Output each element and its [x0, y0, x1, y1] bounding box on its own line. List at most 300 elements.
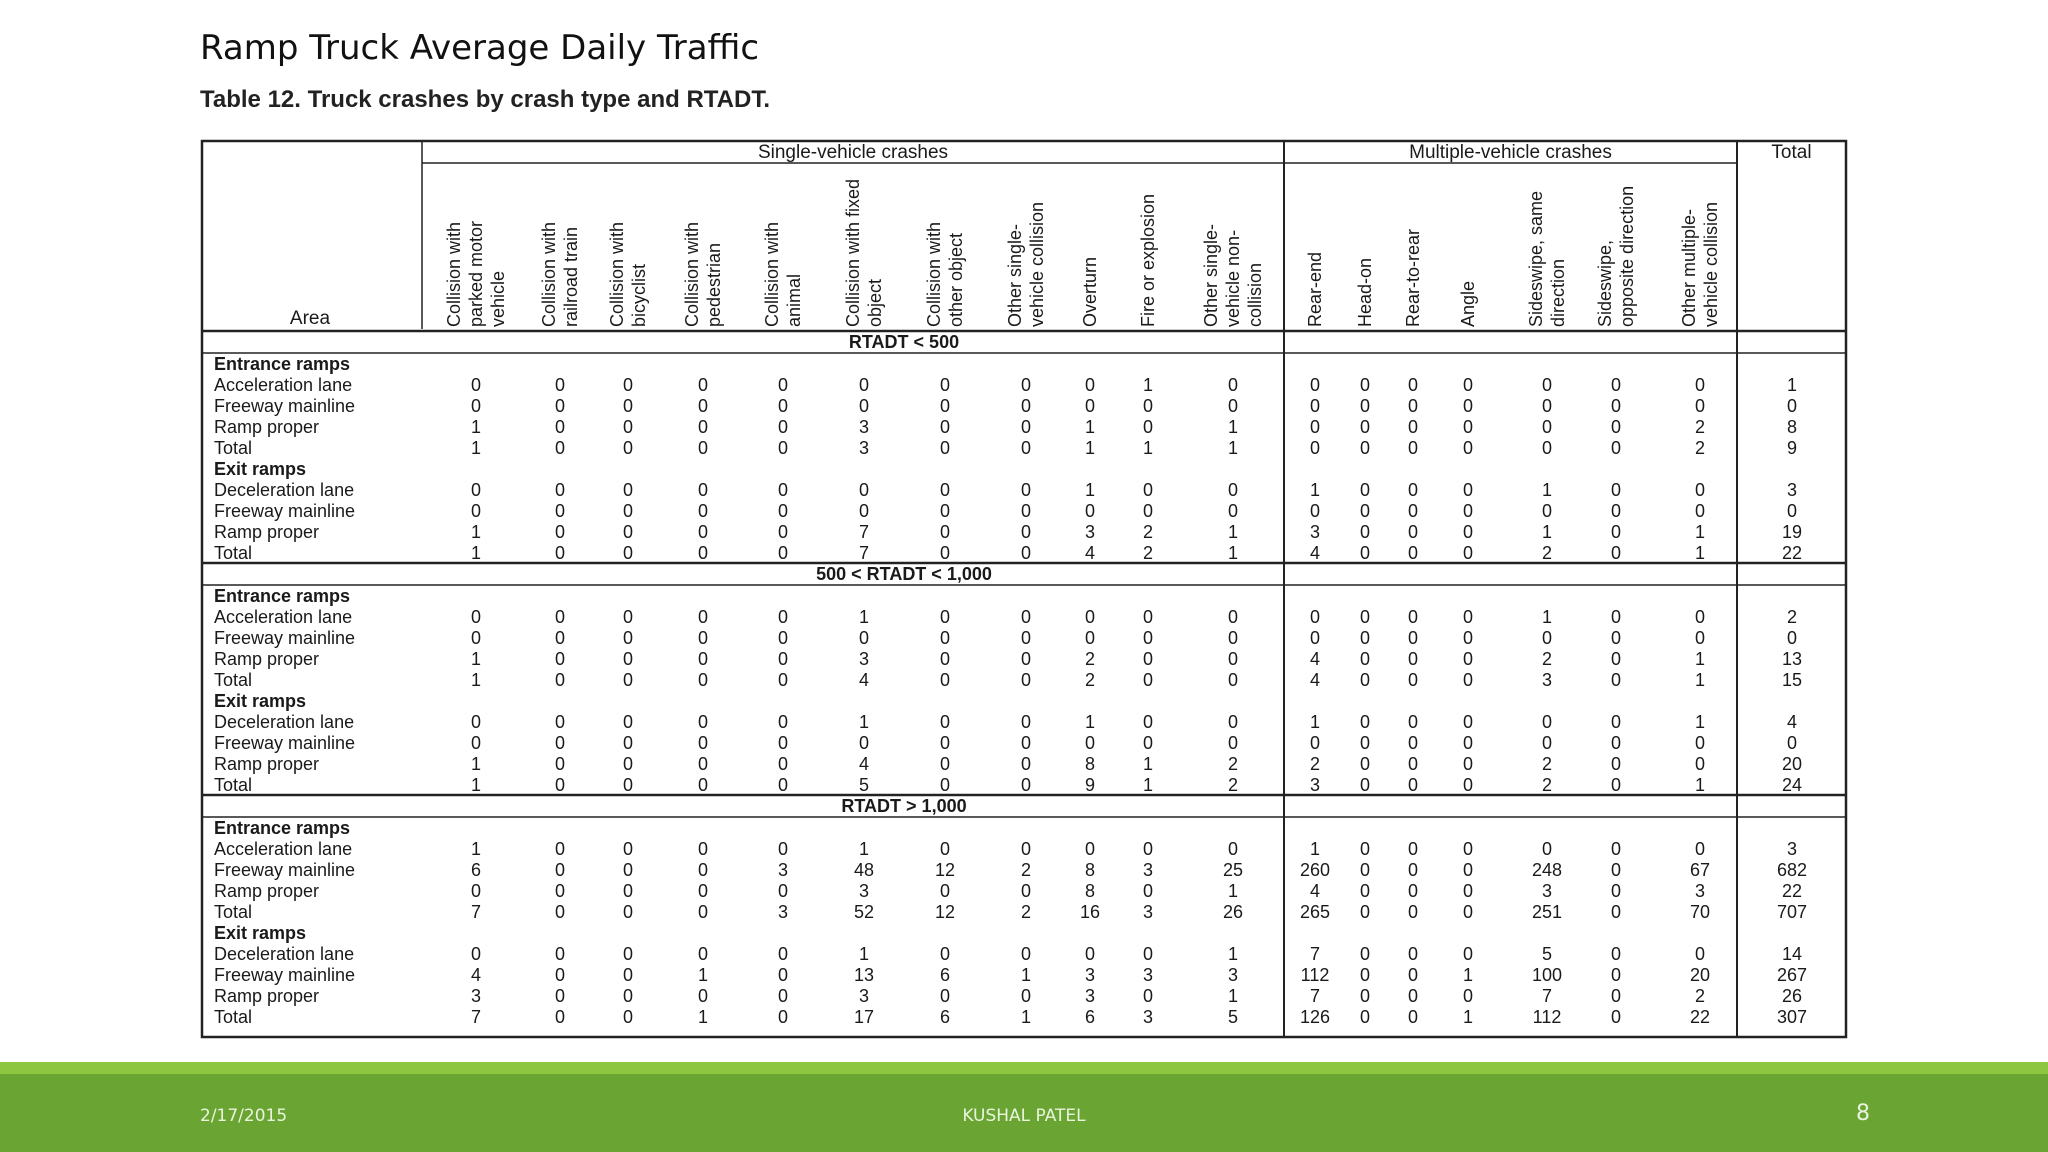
cell-value: 0 [470, 733, 482, 753]
cell-value: 1 [470, 754, 482, 774]
cell-value: 0 [858, 501, 870, 521]
cell-value: 0 [777, 375, 789, 395]
cell-value: 3 [777, 860, 789, 880]
cell-value: 70 [1689, 902, 1711, 922]
cell-value: 0 [1610, 628, 1622, 648]
cell-value: 7 [1541, 986, 1553, 1006]
cell-value: 3 [1309, 775, 1321, 795]
cell-value: 0 [1309, 501, 1321, 521]
cell-value: 0 [554, 417, 566, 437]
cell-value: 0 [777, 649, 789, 669]
cell-value: 0 [470, 375, 482, 395]
cell-value: 0 [697, 628, 709, 648]
cell-value: 0 [1084, 607, 1096, 627]
row-area: Acceleration lane [214, 607, 353, 627]
cell-value: 0 [1694, 480, 1706, 500]
cell-value: 13 [853, 965, 875, 985]
cell-value: 3 [1084, 522, 1096, 542]
cell-value: 0 [777, 712, 789, 732]
row-area: Deceleration lane [214, 712, 355, 732]
cell-value: 1 [1309, 480, 1321, 500]
cell-value: 2 [1084, 649, 1096, 669]
cell-value: 0 [1359, 839, 1371, 859]
cell-value: 0 [1462, 733, 1474, 753]
cell-value: 0 [1020, 417, 1032, 437]
cell-value: 7 [1309, 944, 1321, 964]
cell-value: 7 [470, 1007, 482, 1027]
cell-value: 4 [1084, 543, 1096, 563]
cell-value: 1 [858, 712, 870, 732]
cell-value: 0 [1020, 543, 1032, 563]
cell-value: 0 [1694, 396, 1706, 416]
cell-value: 24 [1781, 775, 1803, 795]
cell-value: 0 [1227, 628, 1239, 648]
cell-value: 0 [1407, 733, 1419, 753]
row-area: Total [214, 438, 253, 458]
cell-value: 682 [1776, 860, 1808, 880]
cell-value: 0 [1786, 396, 1798, 416]
cell-value: 1 [1020, 965, 1032, 985]
cell-value: 0 [1462, 839, 1474, 859]
cell-value: 100 [1531, 965, 1563, 985]
cell-value: 3 [858, 438, 870, 458]
group-name: Entrance ramps [214, 818, 351, 838]
cell-value: 0 [1227, 480, 1239, 500]
column-header: Collision with [444, 221, 464, 327]
row-area: Ramp proper [214, 522, 320, 542]
cell-value: 0 [1020, 480, 1032, 500]
cell-value: 0 [1407, 607, 1419, 627]
cell-value: 0 [697, 607, 709, 627]
cell-value: 265 [1299, 902, 1331, 922]
cell-value: 0 [1020, 775, 1032, 795]
cell-value: 3 [1227, 965, 1239, 985]
column-header: Collision with [924, 221, 944, 327]
cell-value: 1 [470, 522, 482, 542]
footer-stripe [0, 1062, 2048, 1074]
cell-value: 1 [1309, 839, 1321, 859]
cell-value: 1 [1309, 712, 1321, 732]
cell-value: 0 [622, 396, 634, 416]
cell-value: 0 [1020, 986, 1032, 1006]
cell-value: 0 [1407, 649, 1419, 669]
cell-value: 0 [1610, 375, 1622, 395]
cell-value: 0 [554, 733, 566, 753]
cell-value: 0 [777, 733, 789, 753]
column-header: Collision with [539, 221, 559, 327]
column-header: Sideswipe, same [1526, 190, 1546, 327]
cell-value: 0 [1610, 396, 1622, 416]
column-header: Collision with [762, 221, 782, 327]
cell-value: 0 [1610, 839, 1622, 859]
cell-value: 0 [1610, 902, 1622, 922]
cell-value: 0 [470, 501, 482, 521]
row-area: Ramp proper [214, 881, 320, 901]
cell-value: 0 [1610, 881, 1622, 901]
cell-value: 0 [697, 670, 709, 690]
cell-value: 0 [1407, 902, 1419, 922]
cell-value: 0 [1610, 1007, 1622, 1027]
cell-value: 0 [697, 438, 709, 458]
cell-value: 4 [1309, 649, 1321, 669]
cell-value: 0 [1462, 480, 1474, 500]
cell-value: 0 [1084, 375, 1096, 395]
cell-value: 0 [1020, 754, 1032, 774]
cell-value: 5 [1227, 1007, 1239, 1027]
cell-value: 0 [939, 839, 951, 859]
cell-value: 0 [554, 754, 566, 774]
cell-value: 3 [858, 881, 870, 901]
row-area: Total [214, 543, 253, 563]
cell-value: 0 [939, 375, 951, 395]
cell-value: 16 [1079, 902, 1101, 922]
cell-value: 0 [858, 628, 870, 648]
cell-value: 0 [939, 438, 951, 458]
cell-value: 0 [777, 543, 789, 563]
cell-value: 0 [1309, 417, 1321, 437]
cell-value: 1 [470, 775, 482, 795]
cell-value: 0 [1084, 396, 1096, 416]
column-header: other object [946, 232, 966, 327]
cell-value: 3 [1786, 480, 1798, 500]
cell-value: 0 [554, 1007, 566, 1027]
row-area: Freeway mainline [214, 628, 356, 648]
cell-value: 0 [1694, 628, 1706, 648]
row-area: Freeway mainline [214, 396, 356, 416]
cell-value: 2 [1142, 522, 1154, 542]
cell-value: 0 [939, 775, 951, 795]
cell-value: 0 [1227, 396, 1239, 416]
cell-value: 0 [1359, 986, 1371, 1006]
cell-value: 2 [1694, 986, 1706, 1006]
column-header: Overturn [1080, 256, 1100, 327]
cell-value: 0 [1020, 501, 1032, 521]
cell-value: 0 [1694, 839, 1706, 859]
cell-value: 0 [554, 712, 566, 732]
page-number: 8 [1856, 1101, 1870, 1126]
cell-value: 1 [1786, 375, 1798, 395]
cell-value: 0 [697, 839, 709, 859]
cell-value: 5 [1541, 944, 1553, 964]
column-header: Head-on [1355, 257, 1375, 327]
cell-value: 0 [622, 944, 634, 964]
area-header: Area [289, 308, 331, 329]
cell-value: 1 [470, 417, 482, 437]
cell-value: 0 [1462, 881, 1474, 901]
cell-value: 22 [1781, 543, 1803, 563]
row-area: Ramp proper [214, 986, 320, 1006]
cell-value: 1 [1142, 375, 1154, 395]
cell-value: 0 [622, 986, 634, 1006]
cell-value: 1 [470, 670, 482, 690]
cell-value: 67 [1689, 860, 1711, 880]
cell-value: 0 [1227, 733, 1239, 753]
cell-value: 2 [1694, 417, 1706, 437]
row-area: Acceleration lane [214, 375, 353, 395]
cell-value: 6 [939, 1007, 951, 1027]
cell-value: 0 [1610, 986, 1622, 1006]
cell-value: 0 [1359, 965, 1371, 985]
cell-value: 0 [1462, 670, 1474, 690]
cell-value: 0 [622, 839, 634, 859]
cell-value: 0 [1462, 986, 1474, 1006]
cell-value: 1 [1084, 480, 1096, 500]
cell-value: 0 [622, 775, 634, 795]
cell-value: 0 [858, 396, 870, 416]
cell-value: 3 [858, 986, 870, 1006]
cell-value: 0 [622, 965, 634, 985]
cell-value: 0 [1309, 438, 1321, 458]
cell-value: 0 [1142, 649, 1154, 669]
column-header: Collision with [607, 221, 627, 327]
cell-value: 0 [1462, 417, 1474, 437]
cell-value: 248 [1531, 860, 1563, 880]
cell-value: 0 [1142, 881, 1154, 901]
cell-value: 0 [1359, 628, 1371, 648]
cell-value: 0 [1227, 607, 1239, 627]
cell-value: 0 [777, 965, 789, 985]
cell-value: 1 [1462, 1007, 1474, 1027]
section-label: 500 < RTADT < 1,000 [816, 564, 992, 584]
cell-value: 1 [1694, 712, 1706, 732]
cell-value: 260 [1299, 860, 1331, 880]
cell-value: 0 [1407, 986, 1419, 1006]
cell-value: 0 [1541, 501, 1553, 521]
cell-value: 0 [1541, 628, 1553, 648]
cell-value: 0 [622, 543, 634, 563]
cell-value: 1 [1541, 607, 1553, 627]
cell-value: 0 [554, 396, 566, 416]
cell-value: 0 [554, 944, 566, 964]
cell-value: 0 [554, 480, 566, 500]
cell-value: 0 [697, 712, 709, 732]
cell-value: 1 [697, 965, 709, 985]
cell-value: 0 [777, 881, 789, 901]
cell-value: 13 [1781, 649, 1803, 669]
cell-value: 0 [1084, 628, 1096, 648]
cell-value: 0 [1359, 375, 1371, 395]
cell-value: 1 [1142, 775, 1154, 795]
cell-value: 0 [777, 1007, 789, 1027]
cell-value: 1 [470, 543, 482, 563]
cell-value: 0 [1407, 438, 1419, 458]
cell-value: 0 [1020, 438, 1032, 458]
cell-value: 0 [1407, 712, 1419, 732]
cell-value: 0 [1020, 944, 1032, 964]
cell-value: 0 [858, 375, 870, 395]
cell-value: 0 [939, 480, 951, 500]
cell-value: 0 [1694, 501, 1706, 521]
cell-value: 0 [697, 649, 709, 669]
cell-value: 3 [1142, 1007, 1154, 1027]
cell-value: 0 [777, 417, 789, 437]
cell-value: 20 [1689, 965, 1711, 985]
cell-value: 0 [777, 670, 789, 690]
cell-value: 0 [1407, 754, 1419, 774]
cell-value: 0 [1462, 860, 1474, 880]
cell-value: 2 [1309, 754, 1321, 774]
cell-value: 0 [939, 944, 951, 964]
cell-value: 0 [1020, 839, 1032, 859]
column-header: parked motor [466, 220, 486, 327]
table-caption: Table 12. Truck crashes by crash type and RTADT. [200, 86, 770, 113]
cell-value: 0 [1020, 396, 1032, 416]
cell-value: 0 [622, 438, 634, 458]
column-header: railroad train [561, 226, 581, 327]
cell-value: 2 [1142, 543, 1154, 563]
row-area: Freeway mainline [214, 965, 356, 985]
cell-value: 0 [1407, 480, 1419, 500]
column-header: Rear-end [1305, 251, 1325, 327]
column-header: animal [784, 273, 804, 327]
cell-value: 1 [1694, 670, 1706, 690]
cell-value: 0 [1142, 986, 1154, 1006]
cell-value: 1 [1694, 543, 1706, 563]
cell-value: 0 [1610, 501, 1622, 521]
cell-value: 1 [1227, 881, 1239, 901]
cell-value: 0 [1610, 965, 1622, 985]
column-header: bicyclist [629, 263, 649, 327]
cell-value: 0 [697, 543, 709, 563]
crash-table [200, 139, 1848, 1039]
column-header: Other single- [1201, 223, 1221, 327]
cell-value: 19 [1781, 522, 1803, 542]
cell-value: 0 [1407, 881, 1419, 901]
footer-author: KUSHAL PATEL [962, 1106, 1086, 1126]
cell-value: 0 [1462, 944, 1474, 964]
cell-value: 2 [1541, 649, 1553, 669]
cell-value: 0 [1227, 501, 1239, 521]
cell-value: 0 [939, 396, 951, 416]
cell-value: 0 [1462, 375, 1474, 395]
cell-value: 15 [1781, 670, 1803, 690]
group-name: Exit ramps [214, 691, 307, 711]
column-header: Sideswipe, [1595, 239, 1615, 327]
cell-value: 0 [554, 860, 566, 880]
column-header: Angle [1458, 280, 1478, 327]
cell-value: 0 [554, 839, 566, 859]
cell-value: 0 [554, 670, 566, 690]
cell-value: 0 [1407, 543, 1419, 563]
cell-value: 0 [554, 501, 566, 521]
cell-value: 0 [1309, 396, 1321, 416]
cell-value: 0 [554, 628, 566, 648]
cell-value: 0 [1359, 501, 1371, 521]
cell-value: 0 [1020, 881, 1032, 901]
cell-value: 0 [1610, 438, 1622, 458]
column-header: object [865, 278, 885, 327]
cell-value: 1 [1084, 712, 1096, 732]
section-label: RTADT > 1,000 [841, 796, 967, 816]
cell-value: 0 [1359, 733, 1371, 753]
cell-value: 0 [622, 480, 634, 500]
cell-value: 2 [1020, 902, 1032, 922]
cell-value: 22 [1781, 881, 1803, 901]
row-area: Freeway mainline [214, 733, 356, 753]
group-name: Exit ramps [214, 459, 307, 479]
cell-value: 0 [622, 649, 634, 669]
cell-value: 0 [554, 543, 566, 563]
cell-value: 14 [1781, 944, 1803, 964]
cell-value: 2 [1541, 775, 1553, 795]
cell-value: 0 [622, 628, 634, 648]
cell-value: 3 [1309, 522, 1321, 542]
cell-value: 2 [1541, 543, 1553, 563]
cell-value: 0 [1020, 375, 1032, 395]
column-header: pedestrian [704, 242, 724, 327]
cell-value: 3 [1541, 881, 1553, 901]
cell-value: 0 [622, 754, 634, 774]
cell-value: 6 [1084, 1007, 1096, 1027]
cell-value: 0 [1407, 396, 1419, 416]
cell-value: 48 [853, 860, 875, 880]
cell-value: 0 [1359, 1007, 1371, 1027]
cell-value: 1 [470, 839, 482, 859]
column-header: vehicle collision [1027, 201, 1047, 327]
cell-value: 0 [777, 480, 789, 500]
cell-value: 0 [697, 754, 709, 774]
cell-value: 0 [554, 881, 566, 901]
cell-value: 0 [1020, 649, 1032, 669]
cell-value: 1 [1020, 1007, 1032, 1027]
cell-value: 0 [1309, 607, 1321, 627]
cell-value: 0 [1020, 628, 1032, 648]
cell-value: 7 [1309, 986, 1321, 1006]
cell-value: 1 [1694, 522, 1706, 542]
cell-value: 0 [1786, 628, 1798, 648]
row-area: Acceleration lane [214, 839, 353, 859]
group-header-multiple: Multiple-vehicle crashes [1409, 142, 1612, 163]
cell-value: 0 [622, 522, 634, 542]
cell-value: 0 [1407, 375, 1419, 395]
cell-value: 25 [1222, 860, 1244, 880]
cell-value: 0 [1359, 417, 1371, 437]
cell-value: 0 [1359, 396, 1371, 416]
cell-value: 0 [1407, 670, 1419, 690]
cell-value: 0 [1462, 396, 1474, 416]
row-area: Total [214, 902, 253, 922]
cell-value: 0 [1227, 712, 1239, 732]
cell-value: 0 [939, 986, 951, 1006]
cell-value: 0 [1462, 902, 1474, 922]
crash-table-graphic [200, 139, 1848, 1039]
cell-value: 0 [1407, 522, 1419, 542]
cell-value: 0 [1610, 733, 1622, 753]
cell-value: 0 [697, 733, 709, 753]
cell-value: 0 [1142, 607, 1154, 627]
section-label: RTADT < 500 [848, 332, 960, 352]
cell-value: 0 [697, 501, 709, 521]
cell-value: 0 [622, 881, 634, 901]
cell-value: 3 [470, 986, 482, 1006]
cell-value: 0 [1020, 670, 1032, 690]
row-area: Ramp proper [214, 649, 320, 669]
cell-value: 0 [1020, 733, 1032, 753]
cell-value: 0 [697, 775, 709, 795]
cell-value: 0 [1142, 733, 1154, 753]
cell-value: 0 [1610, 607, 1622, 627]
cell-value: 0 [777, 754, 789, 774]
cell-value: 3 [777, 902, 789, 922]
cell-value: 0 [1694, 944, 1706, 964]
cell-value: 0 [1227, 649, 1239, 669]
cell-value: 2 [1786, 607, 1798, 627]
row-area: Freeway mainline [214, 501, 356, 521]
cell-value: 0 [1359, 712, 1371, 732]
cell-value: 0 [939, 522, 951, 542]
cell-value: 0 [939, 417, 951, 437]
cell-value: 0 [554, 902, 566, 922]
